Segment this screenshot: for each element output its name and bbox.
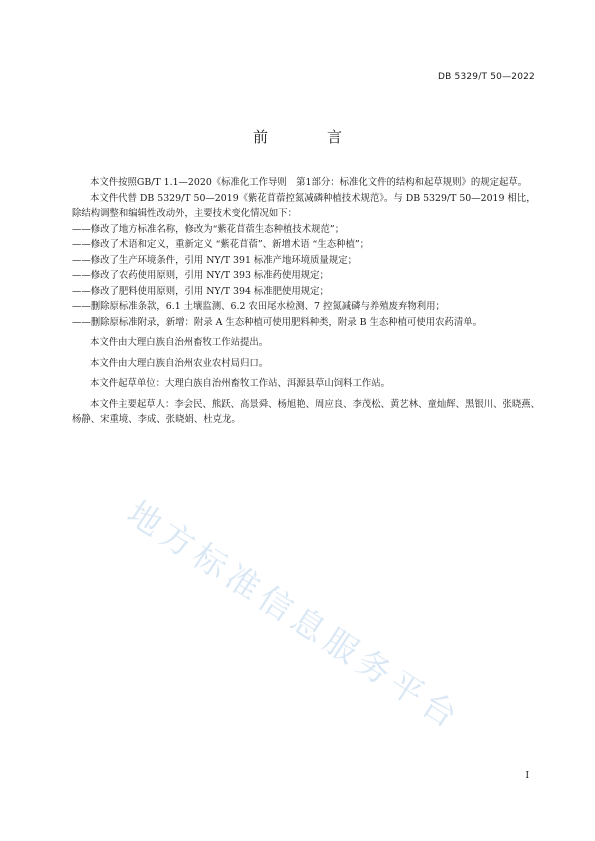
- change-item: ——修改了地方标准名称，修改为“紫花苜蓿生态种植技术规范”；: [72, 223, 345, 235]
- watermark: 地方标准信息服务平台: [120, 493, 469, 739]
- page-number: I: [525, 771, 529, 781]
- change-item: ——删除原标准附录，新增：附录 A 生态种植可使用肥料种类，附录 B 生态种植可使用农药清单。: [72, 316, 482, 328]
- page-title: 前 言: [252, 128, 364, 146]
- document-code: DB 5329/T 50—2022: [437, 72, 535, 82]
- change-item: ——修改了术语和定义，重新定义 “紫花苜蓿”、新增术语 “生态种植”；: [72, 239, 370, 250]
- change-item: ——修改了生产环境条件，引用 NY/T 391 标准产地环境质量规定；: [72, 254, 358, 266]
- change-item: ——删除原标准条款，6.1 土壤监测、6.2 农田尾水检测、7 控氮减磷与养殖废弃物利用；: [72, 301, 445, 312]
- foreword-body: [72, 175, 544, 428]
- change-item: ——修改了农药使用原则，引用 NY/T 393 标准药使用规定；: [72, 270, 329, 281]
- paragraph-drafting-units: 本文件起草单位：大理白族自治州畜牧工作站、洱源县草山饲料工作站。: [90, 378, 391, 389]
- paragraph-drafters: 本文件主要起草人：李会民、熊跃、高景舜、杨旭艳、周应良、李茂松、黄艺林、童灿辉、黑银川、张晓燕、杨静、宋重境、李成、张晓娟、杜克龙。: [72, 398, 541, 425]
- paragraph-administrator: 本文件由大理白族自治州农业农村局归口。: [90, 357, 269, 369]
- paragraph-replacement: 本文件代替 DB 5329/T 50—2019《紫花苜蓿控氮减磷种植技术规范》。与 DB 5329/T 50—2019 相比，除结构调整和编辑性改动外，主要技术变化情况如下：: [72, 192, 536, 219]
- change-item: ——修改了肥料使用原则，引用 NY/T 394 标准肥使用规定；: [72, 285, 329, 297]
- paragraph-drafting-basis: 本文件按照GB/T 1.1—2020《标准化工作导则 第1部分：标准化文件的结构和起草规则》的规定起草。: [90, 177, 528, 188]
- paragraph-proposer: 本文件由大理白族自治州畜牧工作站提出。: [90, 337, 269, 348]
